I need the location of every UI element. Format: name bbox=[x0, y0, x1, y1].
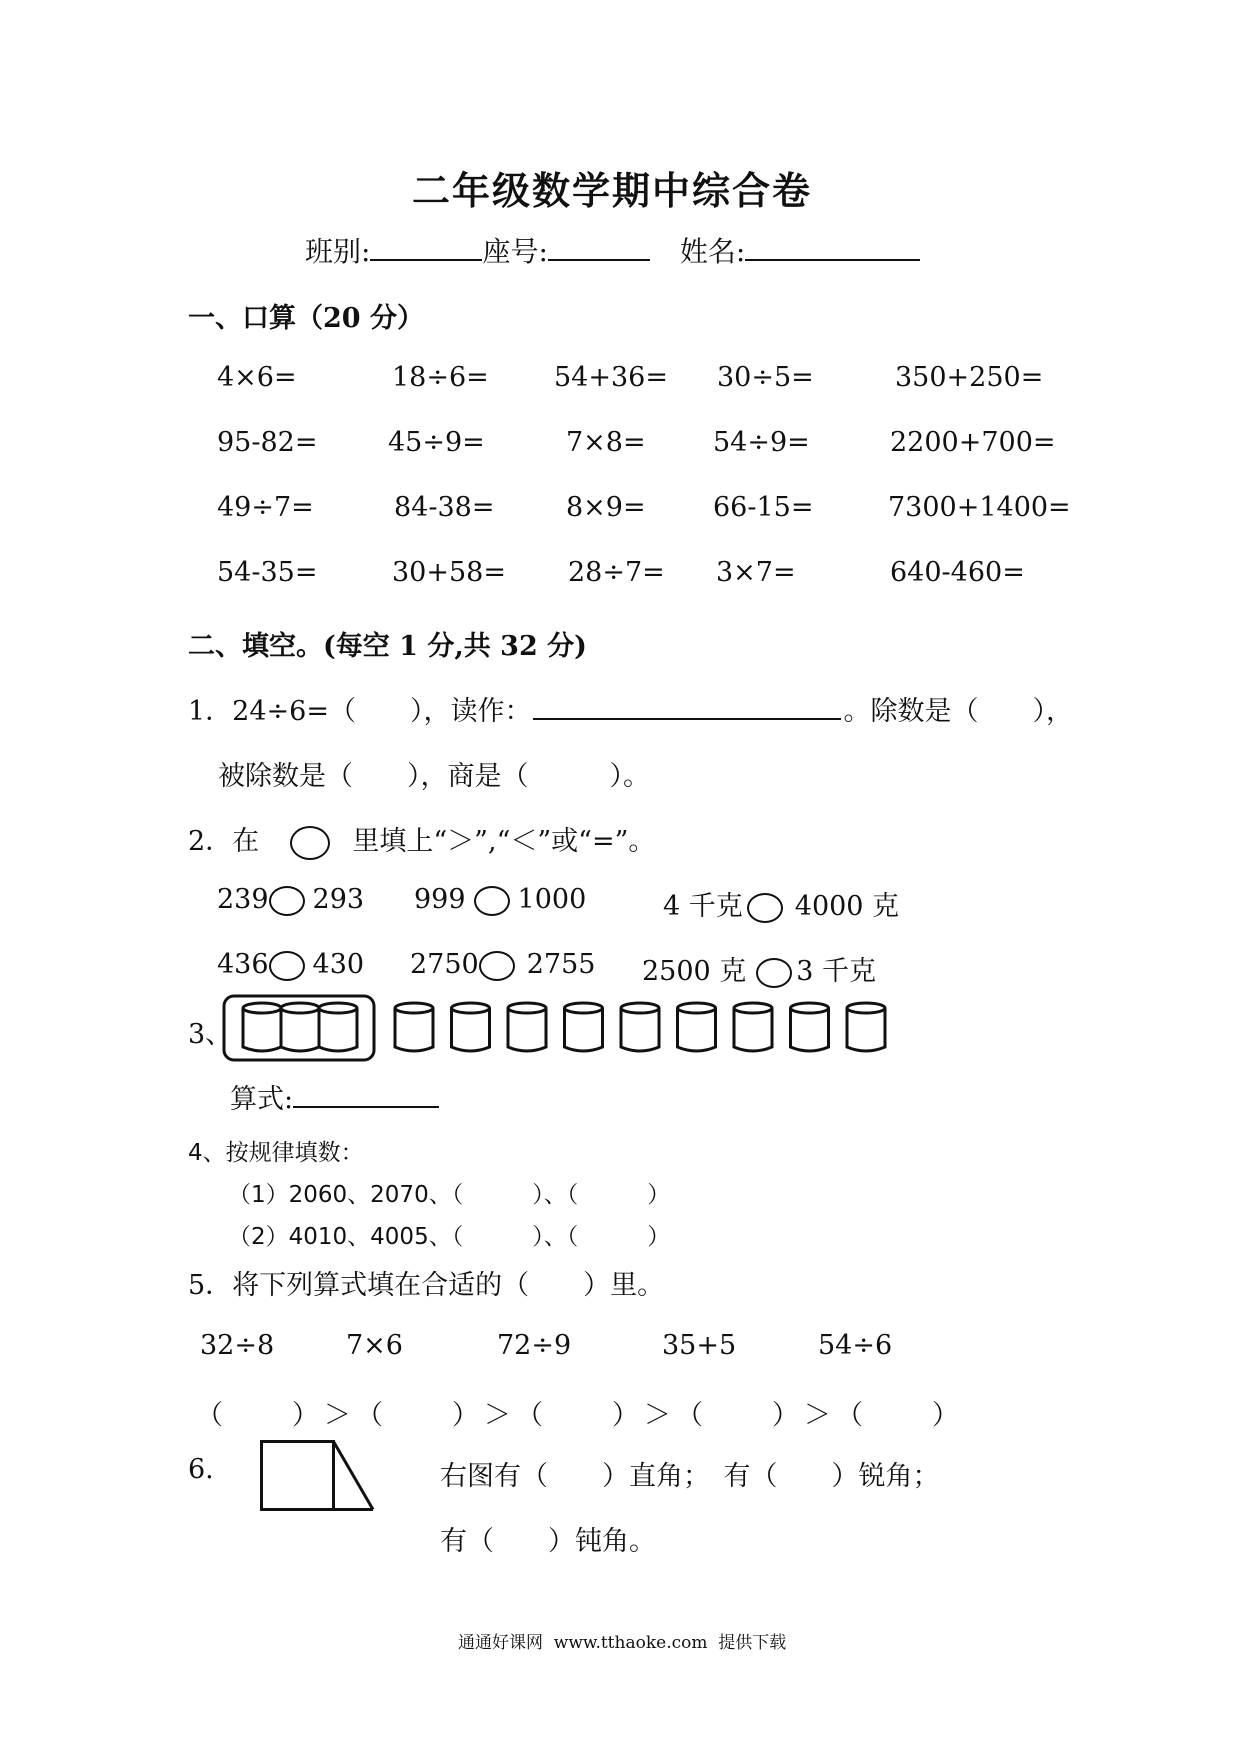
calc-item: 54-35= bbox=[217, 557, 318, 588]
question-3-formula bbox=[230, 1077, 439, 1116]
cups-figure bbox=[222, 992, 922, 1072]
calc-item: 66-15= bbox=[713, 492, 814, 523]
compare-left: 2500 克 bbox=[642, 956, 747, 987]
calc-item: 49÷7= bbox=[217, 492, 314, 523]
calc-item: 4×6= bbox=[217, 362, 297, 393]
calc-item: 18÷6= bbox=[392, 362, 489, 393]
calc-item: 8×9= bbox=[566, 492, 646, 523]
question-1-line2: 被除数是（ ），商是（ ）。 bbox=[218, 761, 650, 792]
footer-text: 通通好课网 www.tthaoke.com 提供下载 bbox=[458, 1633, 787, 1653]
cup-icon bbox=[565, 1003, 603, 1051]
calc-item: 30+58= bbox=[392, 557, 506, 588]
question-4-label: 4、按规律填数： bbox=[188, 1140, 364, 1166]
compare-item bbox=[663, 884, 899, 923]
q5-expr: 35+5 bbox=[662, 1330, 737, 1361]
calc-item: 7300+1400= bbox=[888, 492, 1071, 523]
cup-icon bbox=[734, 1003, 772, 1051]
compare-circle[interactable] bbox=[479, 951, 515, 981]
formula-blank[interactable] bbox=[293, 1082, 439, 1108]
compare-circle[interactable] bbox=[269, 951, 305, 981]
compare-item bbox=[410, 949, 595, 981]
compare-right: 4000 克 bbox=[794, 891, 900, 922]
figure-rectangle bbox=[262, 1442, 334, 1510]
compare-item bbox=[217, 949, 364, 981]
name-label: 姓名: bbox=[679, 235, 746, 268]
compare-left: 239 bbox=[217, 884, 269, 915]
page-title: 二年级数学期中综合卷 bbox=[412, 168, 813, 213]
question-3-label: 3、 bbox=[188, 1019, 233, 1050]
cup-icon bbox=[319, 1003, 357, 1051]
q2-prefix: 2．在 bbox=[188, 826, 260, 857]
calc-item: 350+250= bbox=[895, 362, 1044, 393]
cup-icon bbox=[508, 1003, 546, 1051]
compare-right: 430 bbox=[312, 949, 365, 980]
seat-label: 座号: bbox=[482, 235, 548, 268]
cup-icon bbox=[452, 1003, 490, 1051]
compare-left: 436 bbox=[217, 949, 269, 980]
compare-left: 2750 bbox=[410, 949, 479, 980]
calc-item: 84-38= bbox=[394, 492, 495, 523]
question-1-line1 bbox=[188, 689, 1073, 728]
seat-blank[interactable] bbox=[548, 235, 650, 261]
section2-heading: 二、填空。(每空 1 分,共 32 分) bbox=[188, 631, 587, 662]
cup-icon bbox=[281, 1003, 319, 1051]
calc-item: 45÷9= bbox=[388, 427, 485, 458]
class-label: 班别: bbox=[305, 235, 371, 268]
figure-slant-edge bbox=[334, 1442, 374, 1510]
rectangle-triangle-figure bbox=[260, 1440, 385, 1515]
calc-item: 28÷7= bbox=[568, 557, 665, 588]
compare-circle[interactable] bbox=[474, 886, 510, 916]
calc-item: 30÷5= bbox=[717, 362, 814, 393]
cup-icon bbox=[395, 1003, 433, 1051]
question-6-label: 6. bbox=[188, 1454, 214, 1485]
calc-item: 7×8= bbox=[566, 427, 646, 458]
cup-icon bbox=[847, 1003, 885, 1051]
compare-right: 2755 bbox=[526, 949, 596, 980]
compare-right: 293 bbox=[312, 884, 365, 915]
cup-icon bbox=[791, 1003, 829, 1051]
q5-expr: 72÷9 bbox=[497, 1330, 572, 1361]
calc-item: 3×7= bbox=[716, 557, 796, 588]
compare-item bbox=[642, 949, 876, 988]
calc-item: 54+36= bbox=[554, 362, 668, 393]
compare-right: 1000 bbox=[517, 884, 587, 915]
q5-expr: 54÷6 bbox=[818, 1330, 893, 1361]
q1-text-a: 1．24÷6=（ ），读作： bbox=[188, 696, 532, 727]
compare-left: 4 千克 bbox=[663, 891, 743, 922]
cup-icon bbox=[243, 1003, 281, 1051]
compare-circle[interactable] bbox=[747, 893, 783, 923]
q1-read-blank[interactable] bbox=[533, 694, 841, 720]
q5-order-line: （ ）＞（ ）＞（ ）＞（ ）＞（ ） bbox=[196, 1400, 964, 1431]
student-info-line bbox=[305, 230, 920, 270]
q5-expr: 32÷8 bbox=[200, 1330, 275, 1361]
q1-text-b: 。除数是（ ）， bbox=[843, 696, 1073, 727]
question-6-line2: 有（ ）钝角。 bbox=[440, 1526, 656, 1557]
section1-heading: 一、口算（20 分） bbox=[188, 303, 424, 334]
compare-circle[interactable] bbox=[269, 886, 305, 916]
question-4-line2: （2）4010、4005、（ ）、（ ） bbox=[228, 1224, 671, 1250]
cup-icon bbox=[621, 1003, 659, 1051]
calc-item: 640-460= bbox=[890, 557, 1025, 588]
compare-circle-icon bbox=[290, 826, 330, 860]
formula-label: 算式: bbox=[230, 1084, 294, 1115]
question-6-line1: 右图有（ ）直角； 有（ ）锐角； bbox=[440, 1461, 940, 1492]
name-blank[interactable] bbox=[745, 235, 920, 261]
compare-item bbox=[414, 884, 586, 916]
compare-left: 999 bbox=[414, 884, 466, 915]
class-blank[interactable] bbox=[370, 235, 482, 261]
compare-right: 3 千克 bbox=[796, 956, 877, 987]
question-2-intro bbox=[188, 819, 655, 860]
q2-suffix: 里填上“＞”,“＜”或“=”。 bbox=[352, 826, 656, 857]
calc-item: 95-82= bbox=[217, 427, 318, 458]
cup-icon bbox=[678, 1003, 716, 1051]
question-5-label: 5．将下列算式填在合适的（ ）里。 bbox=[188, 1270, 665, 1301]
q5-expr: 7×6 bbox=[346, 1330, 403, 1361]
compare-circle[interactable] bbox=[756, 958, 792, 988]
question-4-line1: （1）2060、2070、（ ）、（ ） bbox=[228, 1182, 671, 1208]
calc-item: 54÷9= bbox=[713, 427, 810, 458]
compare-item bbox=[217, 884, 364, 916]
calc-item: 2200+700= bbox=[890, 427, 1056, 458]
